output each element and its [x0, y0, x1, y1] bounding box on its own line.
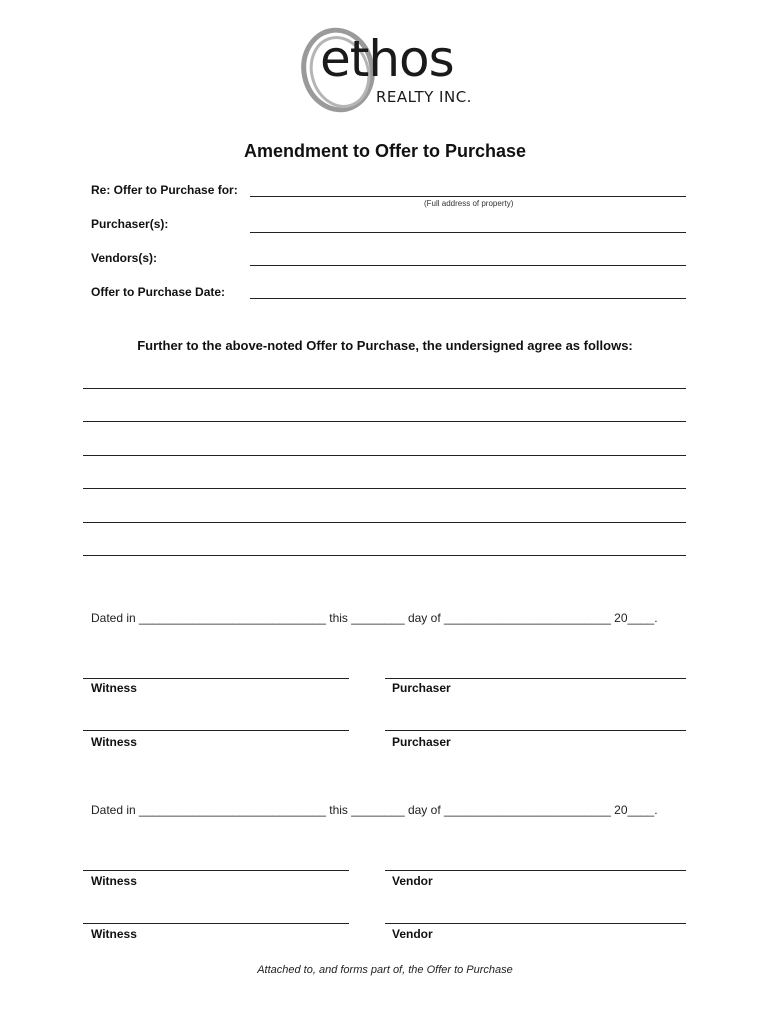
purchaser-label-1: Purchaser: [392, 681, 451, 695]
ethos-logo: [298, 24, 478, 116]
amendment-line-3[interactable]: [83, 455, 686, 456]
vendor-signature-line-1[interactable]: [385, 870, 686, 871]
vendor-label-1: Vendor: [392, 874, 433, 888]
vendor-label-2: Vendor: [392, 927, 433, 941]
logo-tagline: REALTY INC.: [376, 88, 472, 106]
page-title: Amendment to Offer to Purchase: [243, 141, 527, 161]
witness-signature-line-3[interactable]: [83, 870, 349, 871]
vendors-label: Vendors(s):: [91, 251, 158, 265]
property-address-line[interactable]: [250, 196, 686, 197]
agreement-intro: Further to the above-noted Offer to Purchase, the undersigned agree as follows:: [137, 338, 633, 353]
witness-signature-line-1[interactable]: [83, 678, 349, 679]
dated-line-purchaser[interactable]: Dated in ____________________________ this ________ day of _________________________ 20____.: [91, 611, 658, 625]
witness-label-4: Witness: [91, 927, 137, 941]
dated-line-vendor[interactable]: Dated in ____________________________ this ________ day of _________________________ 20____.: [91, 803, 658, 817]
witness-signature-line-2[interactable]: [83, 730, 349, 731]
amendment-line-6[interactable]: [83, 555, 686, 556]
vendors-line[interactable]: [250, 265, 686, 266]
witness-label-2: Witness: [91, 735, 137, 749]
vendor-signature-line-2[interactable]: [385, 923, 686, 924]
offer-date-label: Offer to Purchase Date:: [91, 285, 226, 299]
property-label: Re: Offer to Purchase for:: [91, 183, 238, 197]
witness-signature-line-4[interactable]: [83, 923, 349, 924]
amendment-line-5[interactable]: [83, 522, 686, 523]
purchasers-line[interactable]: [250, 232, 686, 233]
witness-label-3: Witness: [91, 874, 137, 888]
purchaser-signature-line-1[interactable]: [385, 678, 686, 679]
amendment-line-4[interactable]: [83, 488, 686, 489]
purchasers-label: Purchaser(s):: [91, 217, 169, 231]
purchaser-label-2: Purchaser: [392, 735, 451, 749]
purchaser-signature-line-2[interactable]: [385, 730, 686, 731]
property-hint: (Full address of property): [424, 199, 514, 208]
amendment-line-1[interactable]: [83, 388, 686, 389]
logo-wordmark: ethos: [320, 30, 454, 88]
amendment-line-2[interactable]: [83, 421, 686, 422]
offer-date-line[interactable]: [250, 298, 686, 299]
witness-label-1: Witness: [91, 681, 137, 695]
footer-note: Attached to, and forms part of, the Offer to Purchase: [257, 964, 513, 976]
